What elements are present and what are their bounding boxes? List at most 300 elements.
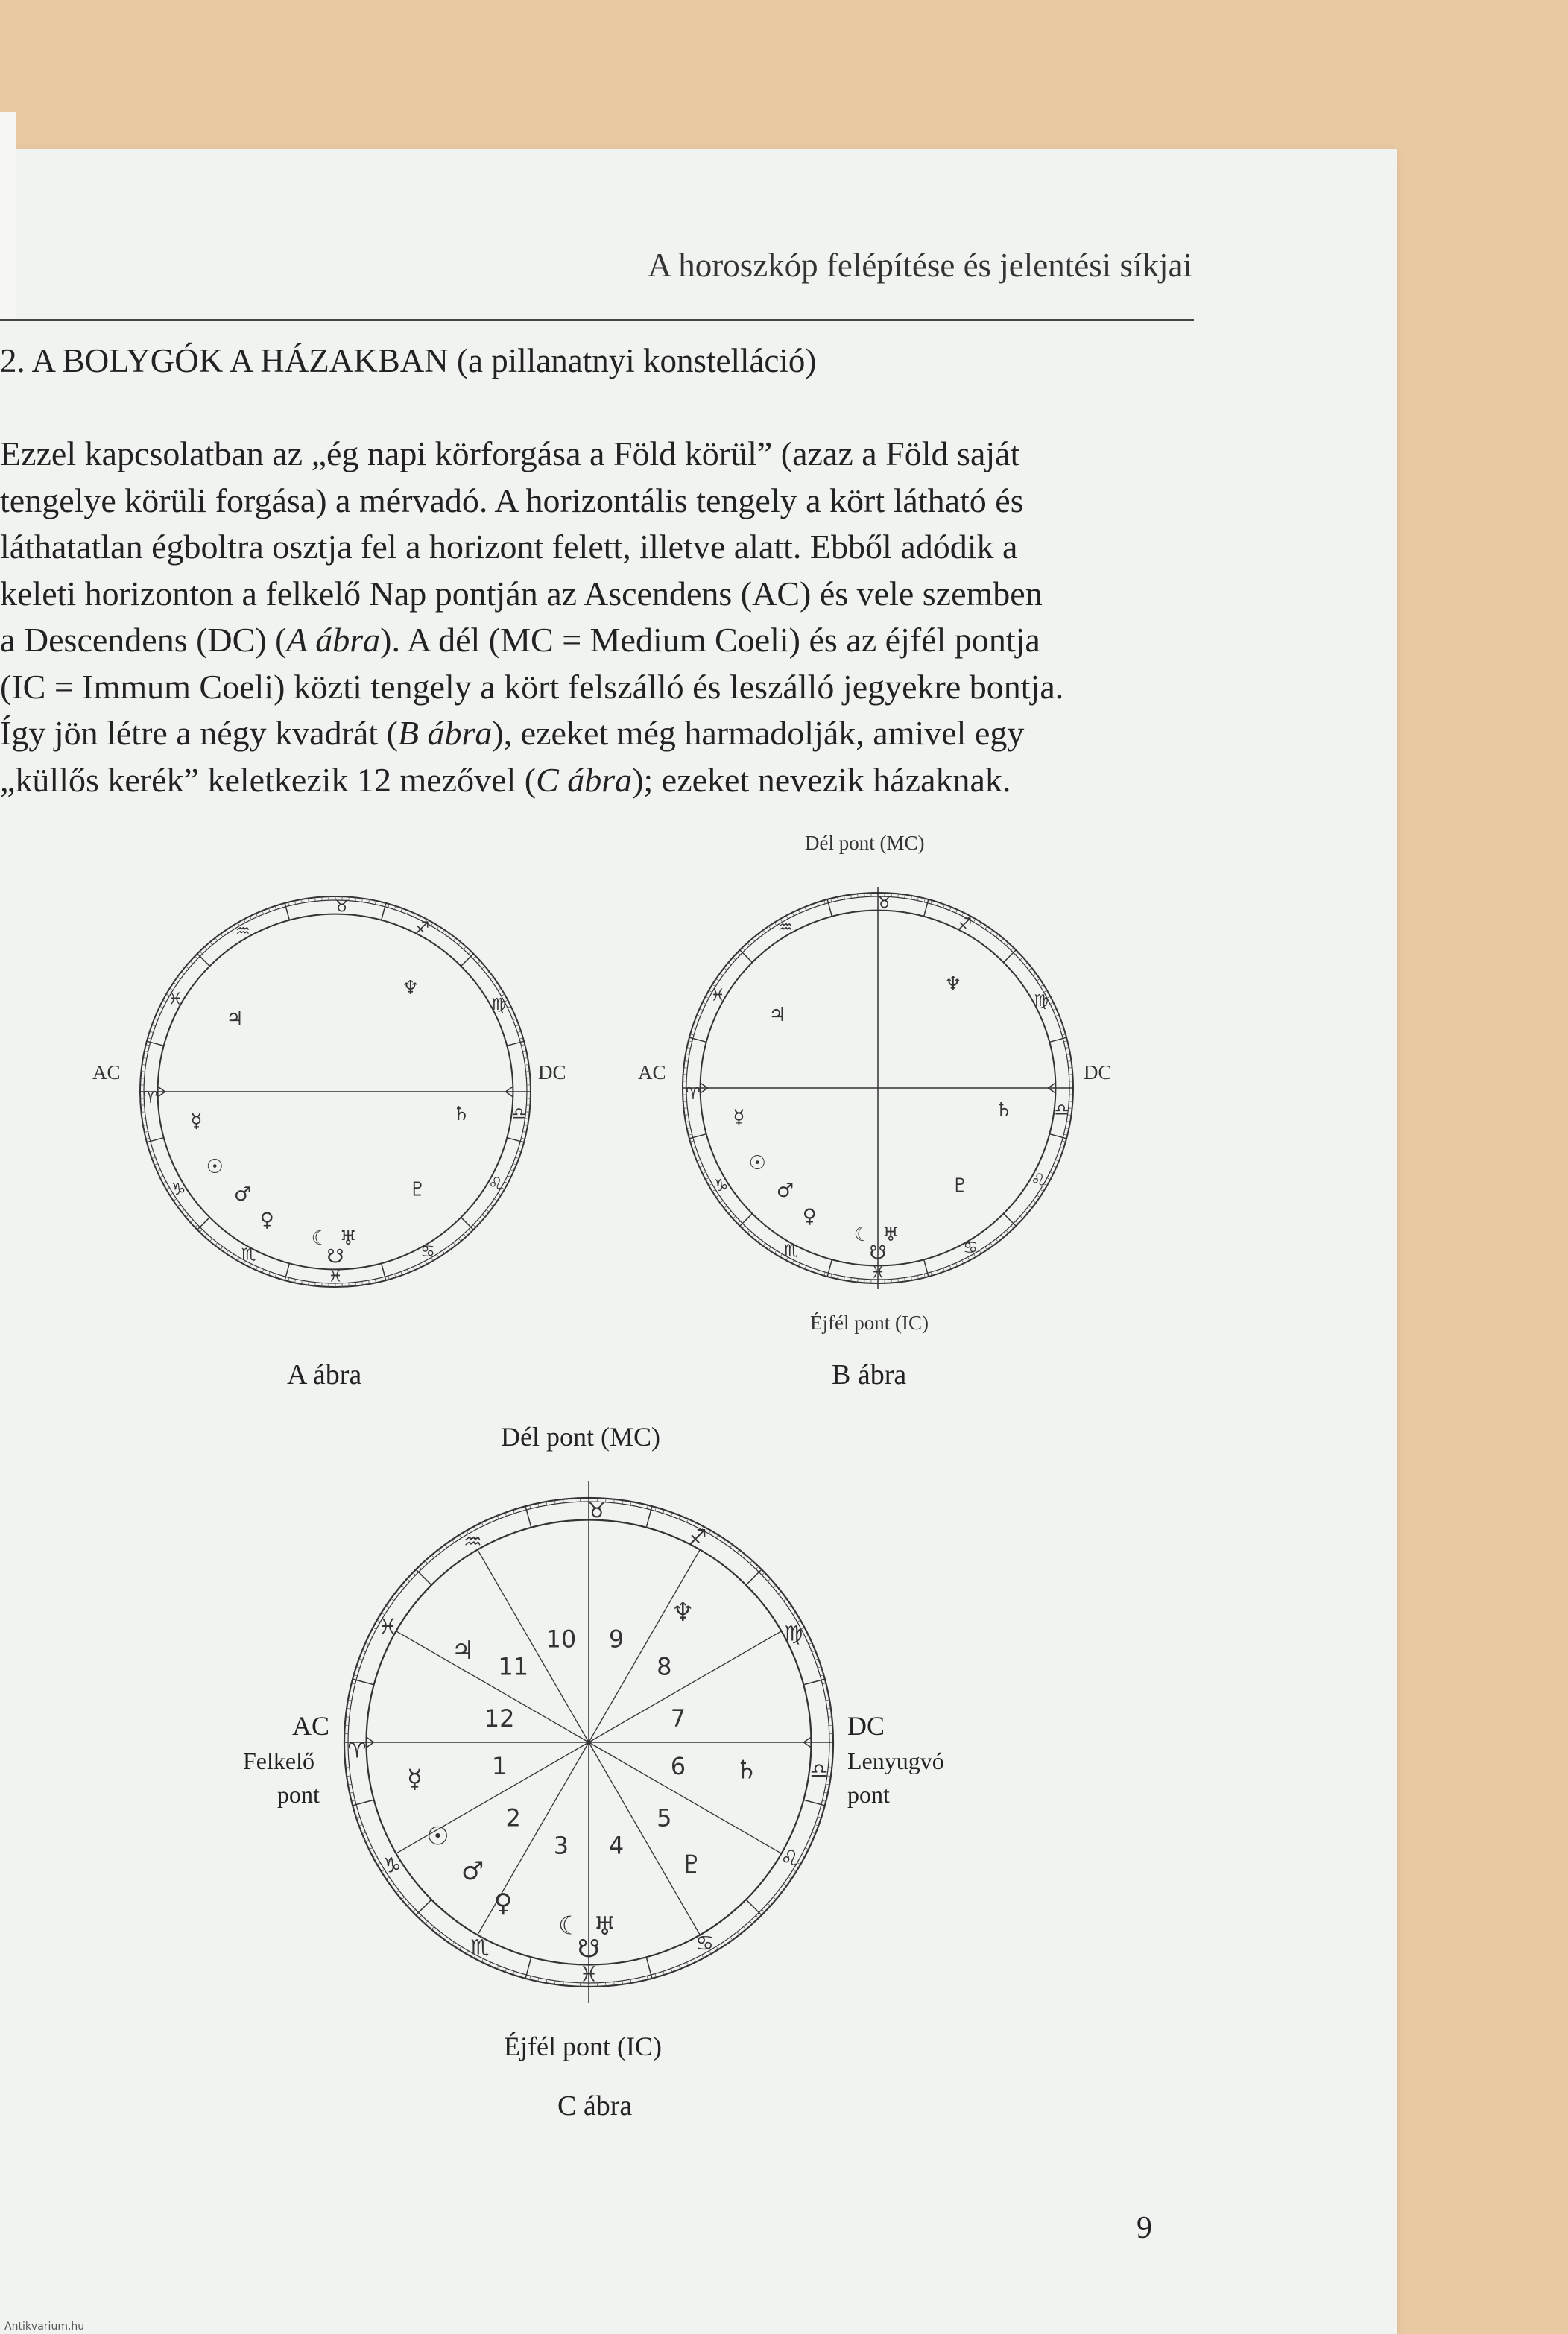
degree-tick: [355, 897, 356, 901]
degree-tick: [195, 956, 198, 958]
degree-tick: [858, 1279, 859, 1283]
page-number: 9: [1137, 2211, 1152, 2245]
figure-c-dc-sub1: Lenyugvó: [847, 1748, 944, 1774]
degree-tick: [402, 1897, 405, 1900]
degree-tick: [703, 1172, 706, 1174]
degree-tick: [747, 1230, 750, 1233]
degree-tick: [753, 938, 755, 941]
sun-icon: ☉: [426, 1821, 449, 1852]
degree-tick: [756, 1566, 758, 1569]
degree-tick: [720, 973, 723, 975]
degree-tick: [750, 1560, 752, 1563]
degree-tick: [798, 910, 800, 914]
degree-tick: [445, 1937, 447, 1940]
running-header: A horoszkóp felépítése és jelentési síkjai: [647, 247, 1192, 284]
degree-tick: [174, 1199, 177, 1201]
degree-tick: [974, 919, 976, 922]
degree-tick: [431, 923, 434, 926]
degree-tick: [728, 963, 731, 965]
degree-tick: [160, 1176, 163, 1177]
degree-tick: [1016, 952, 1019, 955]
body-line: a Descendens (DC) (A ábra). A dél (MC = Medium Coeli) és az éjfél pontja: [0, 621, 1040, 659]
house-number: 11: [498, 1652, 529, 1681]
degree-tick: [1050, 1172, 1053, 1174]
degree-tick: [166, 1188, 169, 1190]
degree-tick: [716, 1195, 719, 1198]
degree-tick: [716, 1535, 718, 1538]
body-line: Így jön létre a négy kvadrát (B ábra), ezeket még harmadolják, amivel egy: [0, 714, 1025, 752]
degree-tick: [163, 1000, 166, 1002]
degree-tick: [205, 1234, 207, 1237]
degree-tick: [452, 1540, 455, 1543]
moon-icon: ☾: [557, 1911, 581, 1941]
degree-tick: [1053, 1008, 1057, 1010]
zodiac-sign-icon: ♋: [420, 1242, 435, 1262]
node-icon: ☋: [577, 1934, 601, 1964]
figure-c-ac-sub1: Felkelő: [243, 1748, 314, 1774]
degree-tick: [962, 1260, 964, 1263]
degree-tick: [163, 1182, 166, 1183]
degree-tick: [793, 1613, 796, 1615]
degree-tick: [478, 961, 481, 964]
node-icon: ☋: [869, 1242, 887, 1265]
degree-tick: [141, 1112, 145, 1113]
uranus-icon: ♅: [339, 1227, 357, 1250]
zodiac-sign-icon: ♍: [1034, 991, 1049, 1011]
degree-tick: [898, 894, 899, 897]
degree-tick: [996, 934, 998, 937]
degree-tick: [1006, 1230, 1008, 1233]
degree-tick: [469, 1230, 471, 1233]
degree-tick: [1029, 1206, 1032, 1208]
footer-watermark: Antikvarium.hu: [4, 2321, 85, 2333]
degree-tick: [768, 1247, 771, 1250]
degree-tick: [498, 988, 501, 990]
body-line: „küllős kerék” keletkezik 12 mezővel (C ábra); ezeket nevezik házaknak.: [0, 760, 1011, 799]
degree-tick: [407, 1579, 410, 1581]
zodiac-sign-icon: ♋: [695, 1931, 715, 1956]
degree-tick: [177, 977, 180, 979]
sign-divider: [1004, 1214, 1017, 1227]
zodiac-sign-icon: ♏: [470, 1935, 490, 1960]
pluto-icon: ♇: [680, 1850, 704, 1880]
degree-tick: [1040, 984, 1043, 987]
degree-tick: [996, 1239, 998, 1242]
house-number: 5: [657, 1803, 672, 1832]
degree-tick: [373, 1856, 376, 1857]
degree-tick: [768, 1903, 771, 1906]
pluto-icon: ♇: [408, 1178, 426, 1201]
degree-tick: [438, 1550, 440, 1553]
figure-b-caption: B ábra: [832, 1359, 907, 1391]
degree-tick: [774, 923, 777, 926]
degree-tick: [453, 938, 455, 941]
previous-page-edge: [0, 112, 16, 320]
zodiac-sign-icon: ♐: [414, 919, 430, 938]
sun-icon: ☉: [206, 1156, 224, 1179]
mars-icon: ♂: [776, 1180, 794, 1203]
house-number: 9: [608, 1625, 625, 1654]
zodiac-sign-icon: ♉: [587, 1498, 607, 1523]
degree-tick: [510, 1170, 514, 1171]
degree-tick: [758, 1239, 760, 1242]
zodiac-sign-icon: ♒: [778, 918, 793, 937]
mercury-icon: ☿: [733, 1106, 745, 1129]
degree-tick: [720, 1201, 723, 1203]
degree-tick: [473, 1225, 476, 1227]
degree-tick: [494, 982, 497, 984]
degree-tick: [1037, 978, 1040, 981]
degree-tick: [210, 942, 212, 945]
degree-tick: [763, 1243, 765, 1246]
jupiter-icon: ♃: [451, 1636, 475, 1666]
degree-tick: [968, 1257, 970, 1260]
figure-a-dc-label: DC: [538, 1061, 566, 1084]
zodiac-sign-icon: ♈: [686, 1085, 701, 1104]
degree-tick: [186, 967, 189, 969]
degree-tick: [744, 1555, 746, 1558]
house-number: 1: [491, 1752, 508, 1781]
degree-tick: [738, 1221, 741, 1224]
sign-divider: [740, 950, 753, 963]
figure-b-chart: [677, 887, 1079, 1289]
zodiac-sign-icon: ♓: [378, 1613, 398, 1639]
degree-tick: [157, 1170, 161, 1171]
zodiac-sign-icon: ♌: [488, 1174, 503, 1194]
degree-tick: [730, 1545, 733, 1548]
degree-tick: [458, 1239, 461, 1242]
degree-tick: [426, 1921, 428, 1924]
degree-tick: [413, 1572, 416, 1575]
degree-tick: [898, 1279, 899, 1283]
degree-tick: [315, 897, 316, 901]
degree-tick: [563, 1499, 564, 1503]
sun-icon: ☉: [748, 1152, 766, 1175]
degree-tick: [1050, 1002, 1053, 1004]
degree-tick: [182, 1209, 185, 1212]
degree-tick: [956, 910, 958, 914]
body-line: tengelye körüli forgása) a mérvadó. A horizontális tengely a kört látható és: [0, 481, 1024, 519]
zodiac-sign-icon: ♑: [382, 1853, 402, 1878]
degree-tick: [174, 982, 177, 984]
degree-tick: [1053, 1166, 1057, 1168]
zodiac-sign-icon: ♌: [1031, 1171, 1046, 1190]
mars-icon: ♂: [233, 1183, 252, 1206]
degree-tick: [473, 956, 476, 958]
degree-tick: [508, 1006, 510, 1008]
degree-tick: [747, 943, 750, 946]
degree-tick: [1025, 963, 1028, 965]
degree-tick: [459, 1946, 461, 1949]
degree-tick: [190, 961, 193, 964]
body-line: Ezzel kapcsolatban az „ég napi körforgása a Föld körül” (azaz a Föld saját: [0, 434, 1020, 472]
neptune-icon: ♆: [402, 977, 420, 1000]
figure-c-ac-sub2: pont: [277, 1781, 320, 1808]
degree-tick: [226, 930, 228, 933]
figure-c-caption: C ábra: [557, 2090, 633, 2122]
degree-tick: [1011, 948, 1014, 951]
body-line: keleti horizonton a felkelő Nap pontján az Ascendens (AC) és vele szemben: [0, 574, 1043, 613]
degree-tick: [407, 1903, 410, 1906]
degree-tick: [801, 1856, 804, 1857]
figure-c-ic-label: Éjfél pont (IC): [504, 2031, 662, 2061]
zodiac-sign-icon: ♒: [235, 922, 250, 941]
degree-tick: [703, 1002, 706, 1004]
degree-tick: [758, 934, 760, 937]
degree-tick: [482, 967, 485, 969]
house-number: 6: [670, 1752, 686, 1781]
degree-tick: [510, 1012, 514, 1013]
degree-tick: [985, 1247, 987, 1250]
degree-tick: [1033, 1201, 1036, 1203]
degree-tick: [177, 1204, 180, 1206]
degree-tick: [709, 1531, 712, 1534]
degree-tick: [979, 1250, 981, 1253]
degree-tick: [186, 1215, 189, 1217]
figure-c-mc-label: Dél pont (MC): [501, 1422, 660, 1452]
degree-tick: [683, 1108, 687, 1109]
degree-tick: [464, 1234, 466, 1237]
degree-tick: [724, 1540, 726, 1543]
figure-c-ac-label: AC: [292, 1711, 330, 1741]
degree-tick: [858, 894, 859, 897]
zodiac-sign-icon: ♓: [579, 1961, 598, 1987]
mercury-icon: ☿: [190, 1110, 203, 1133]
degree-tick: [190, 1220, 193, 1222]
neptune-icon: ♆: [671, 1598, 695, 1628]
degree-tick: [792, 913, 794, 916]
degree-tick: [788, 1877, 791, 1879]
degree-tick: [563, 1982, 564, 1985]
degree-tick: [157, 1012, 161, 1013]
saturn-icon: ♄: [995, 1098, 1013, 1122]
wheel-group: [140, 896, 531, 1287]
degree-tick: [391, 1598, 394, 1601]
degree-tick: [768, 1579, 771, 1581]
figure-b-ac-label: AC: [638, 1061, 666, 1084]
degree-tick: [458, 942, 461, 945]
house-number: 7: [670, 1704, 686, 1733]
figure-a-ac-label: AC: [92, 1061, 121, 1084]
degree-tick: [505, 1182, 508, 1183]
degree-tick: [985, 926, 987, 929]
degree-tick: [426, 1560, 428, 1563]
degree-tick: [1020, 1216, 1023, 1218]
header-rule: [0, 319, 1194, 321]
figure-b-mc-label: Dél pont (MC): [805, 832, 925, 854]
degree-tick: [195, 1225, 198, 1227]
degree-tick: [494, 1199, 497, 1201]
degree-tick: [728, 1211, 731, 1213]
degree-tick: [221, 1247, 223, 1250]
degree-tick: [431, 1555, 434, 1558]
zodiac-sign-icon: ♓: [168, 990, 183, 1009]
degree-tick: [414, 914, 415, 917]
degree-tick: [355, 1283, 356, 1286]
uranus-icon: ♅: [882, 1224, 900, 1247]
degree-tick: [205, 946, 207, 949]
degree-tick: [1016, 1221, 1019, 1224]
sign-divider: [197, 954, 210, 967]
degree-tick: [482, 1215, 485, 1217]
zodiac-sign-icon: ♑: [171, 1180, 186, 1200]
house-number: 4: [608, 1831, 625, 1860]
figure-c-dc-label: DC: [847, 1711, 885, 1741]
body-line: (IC = Immum Coeli) közti tengely a kört felszálló és leszálló jegyekre bontja.: [0, 667, 1064, 706]
degree-tick: [683, 1068, 687, 1069]
saturn-icon: ♄: [735, 1755, 758, 1786]
zodiac-sign-icon: ♍: [784, 1621, 803, 1646]
degree-tick: [1033, 973, 1036, 975]
degree-tick: [1069, 1108, 1072, 1109]
body-line: láthatatlan égboltra osztja fel a horizont felett, illetve alatt. Ebből adódik a: [0, 528, 1018, 566]
degree-tick: [232, 1254, 234, 1257]
degree-tick: [744, 1926, 746, 1929]
degree-tick: [1001, 1235, 1003, 1238]
degree-tick: [459, 1535, 461, 1538]
degree-tick: [419, 1566, 421, 1569]
sign-divider: [461, 1218, 474, 1230]
zodiac-sign-icon: ♓: [870, 1263, 885, 1283]
degree-tick: [490, 1204, 493, 1206]
degree-tick: [700, 1008, 704, 1010]
zodiac-sign-icon: ♓: [328, 1267, 343, 1286]
degree-tick: [250, 917, 251, 920]
degree-tick: [346, 1717, 350, 1718]
degree-tick: [779, 1891, 782, 1893]
degree-tick: [990, 1243, 993, 1246]
degree-tick: [448, 934, 450, 937]
degree-tick: [724, 1942, 726, 1945]
neptune-icon: ♆: [944, 973, 962, 996]
degree-tick: [756, 1915, 758, 1918]
zodiac-sign-icon: ♒: [463, 1528, 482, 1554]
degree-tick: [1011, 1226, 1014, 1229]
mercury-icon: ☿: [406, 1764, 423, 1794]
degree-tick: [478, 1220, 481, 1222]
degree-tick: [232, 926, 234, 929]
degree-tick: [763, 930, 765, 933]
zodiac-sign-icon: ♉: [876, 894, 892, 913]
degree-tick: [215, 938, 218, 941]
degree-tick: [469, 952, 471, 955]
degree-tick: [700, 1166, 704, 1168]
degree-tick: [160, 1006, 163, 1008]
degree-tick: [437, 926, 439, 929]
degree-tick: [238, 1258, 240, 1261]
degree-tick: [828, 1717, 832, 1718]
degree-tick: [448, 1247, 450, 1250]
body-paragraph: [0, 431, 1192, 803]
house-number: 12: [484, 1704, 515, 1733]
uranus-icon: ♅: [593, 1911, 616, 1941]
degree-tick: [768, 926, 771, 929]
degree-tick: [256, 914, 257, 917]
degree-tick: [182, 972, 185, 974]
degree-tick: [420, 1264, 421, 1267]
degree-tick: [979, 923, 981, 926]
degree-tick: [1020, 958, 1023, 960]
house-number: 10: [546, 1625, 577, 1654]
node-icon: ☋: [326, 1245, 344, 1268]
sign-divider: [461, 954, 474, 967]
degree-tick: [437, 1254, 439, 1257]
degree-tick: [779, 1592, 782, 1594]
figure-b-dc-label: DC: [1084, 1061, 1112, 1084]
degree-tick: [402, 1585, 405, 1587]
degree-tick: [200, 1230, 202, 1233]
degree-tick: [730, 1937, 733, 1940]
degree-tick: [377, 1863, 380, 1865]
degree-tick: [445, 1545, 447, 1548]
degree-tick: [426, 1261, 427, 1264]
venus-icon: ♀: [802, 1205, 817, 1228]
wheel-group: [683, 887, 1073, 1289]
degree-tick: [419, 1915, 421, 1918]
jupiter-icon: ♃: [768, 1003, 786, 1026]
zodiac-sign-icon: ♎: [809, 1758, 829, 1783]
figure-b-ic-label: Éjfél pont (IC): [810, 1312, 929, 1334]
zodiac-sign-icon: ♎: [1054, 1101, 1069, 1120]
degree-tick: [724, 1206, 727, 1208]
zodiac-sign-icon: ♈: [347, 1738, 367, 1763]
degree-tick: [431, 1926, 434, 1929]
degree-tick: [487, 1209, 490, 1212]
zodiac-sign-icon: ♐: [688, 1525, 707, 1550]
figure-c-dc-sub2: pont: [847, 1781, 890, 1808]
sign-divider: [416, 1569, 431, 1585]
degree-tick: [226, 1250, 228, 1253]
degree-tick: [373, 1628, 376, 1629]
degree-tick: [783, 1598, 786, 1601]
degree-tick: [1025, 1211, 1028, 1213]
degree-tick: [738, 952, 741, 955]
house-number: 2: [505, 1803, 521, 1832]
degree-tick: [443, 1250, 445, 1253]
mars-icon: ♂: [461, 1856, 484, 1887]
degree-tick: [315, 1283, 316, 1286]
degree-tick: [443, 930, 445, 933]
sign-divider: [197, 1218, 210, 1230]
degree-tick: [614, 1982, 615, 1985]
degree-tick: [1069, 1068, 1072, 1069]
degree-tick: [733, 958, 736, 960]
degree-tick: [1006, 943, 1008, 946]
degree-tick: [753, 1235, 755, 1238]
wheel-group: [344, 1481, 833, 2003]
degree-tick: [413, 1909, 416, 1911]
house-number: 3: [553, 1831, 569, 1860]
degree-tick: [414, 1267, 415, 1271]
degree-tick: [508, 1176, 510, 1177]
degree-tick: [1029, 968, 1032, 970]
house-number: 8: [657, 1652, 672, 1681]
degree-tick: [762, 1572, 765, 1575]
section-heading: 2. A BOLYGÓK A HÁZAKBAN (a pillanatnyi konstelláció): [0, 342, 817, 379]
degree-tick: [221, 934, 223, 937]
degree-tick: [733, 1216, 736, 1218]
degree-tick: [1001, 938, 1003, 941]
sign-divider: [746, 1569, 762, 1585]
zodiac-sign-icon: ♑: [713, 1177, 729, 1196]
degree-tick: [256, 1267, 257, 1271]
zodiac-sign-icon: ♈: [143, 1089, 158, 1108]
sign-divider: [1004, 950, 1017, 963]
saturn-icon: ♄: [452, 1102, 470, 1125]
degree-tick: [750, 1921, 752, 1924]
degree-tick: [773, 1897, 776, 1900]
degree-tick: [452, 1942, 455, 1945]
